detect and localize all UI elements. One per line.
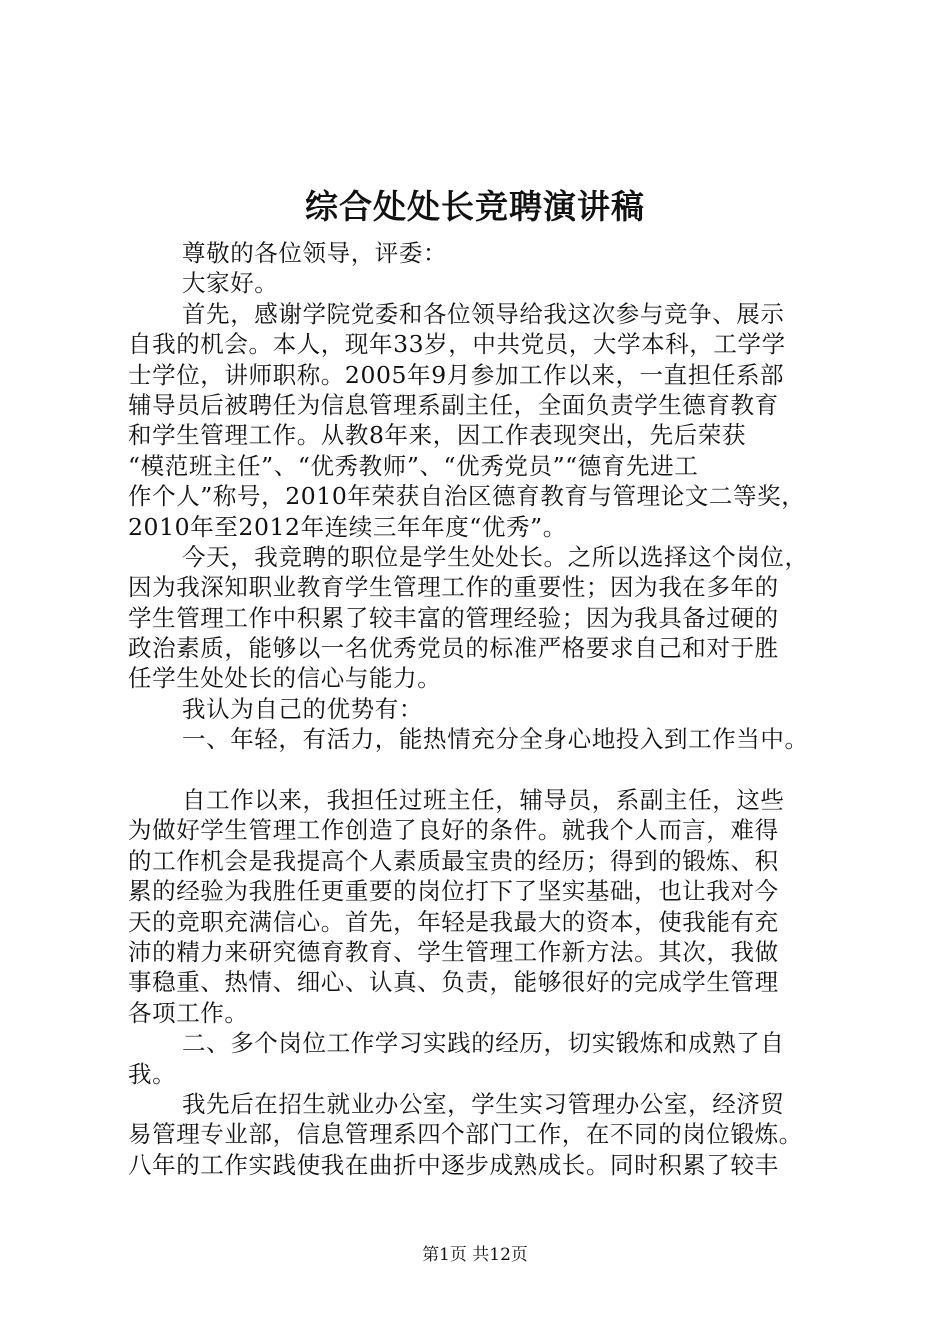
paragraph-line: 学生管理工作中积累了较丰富的管理经验；因为我具备过硬的 xyxy=(128,603,779,632)
paragraph-line: 事稳重、热情、细心、认真、负责，能够很好的完成学生管理 xyxy=(128,968,779,997)
paragraph-line: 沛的精力来研究德育教育、学生管理工作新方法。其次，我做 xyxy=(128,937,779,966)
paragraph-line: 辅导员后被聘任为信息管理系副主任，全面负责学生德育教育 xyxy=(128,390,779,419)
paragraph-line: “模范班主任”、“优秀教师”、“优秀党员”“德育先进工 xyxy=(128,451,699,480)
paragraph-line: 作个人”称号，2010年荣获自治区德育教育与管理论文二等奖， xyxy=(128,482,806,511)
paragraph-line: 和学生管理工作。从教8年来，因工作表现突出，先后荣获 xyxy=(128,421,747,450)
section-heading-line: 一、年轻，有活力，能热情充分全身心地投入到工作当中。 xyxy=(182,725,809,754)
paragraph-line: 我认为自己的优势有： xyxy=(182,694,423,723)
salutation-line: 尊敬的各位领导，评委： xyxy=(182,239,448,267)
paragraph-line: 因为我深知职业教育学生管理工作的重要性；因为我在多年的 xyxy=(128,573,779,602)
paragraph-line: 易管理专业部，信息管理系四个部门工作，在不同的岗位锻炼。 xyxy=(128,1120,803,1149)
greeting-line: 大家好。 xyxy=(182,269,279,298)
document-title: 综合处处长竞聘演讲稿 xyxy=(305,187,645,226)
paragraph-line: 八年的工作实践使我在曲折中逐步成熟成长。同时积累了较丰 xyxy=(128,1150,779,1179)
paragraph-line: 为做好学生管理工作创造了良好的条件。就我个人而言，难得 xyxy=(128,816,779,845)
paragraph-line: 各项工作。 xyxy=(128,998,249,1027)
paragraph-line: 自工作以来，我担任过班主任，辅导员，系副主任，这些 xyxy=(182,786,785,815)
document-body xyxy=(128,238,853,1180)
paragraph-line: 自我的机会。本人，现年33岁，中共党员，大学本科，工学学 xyxy=(128,330,786,359)
paragraph-line: 任学生处处长的信心与能力。 xyxy=(128,664,442,693)
paragraph-line: 天的竞职充满信心。首先，年轻是我最大的资本，使我能有充 xyxy=(128,907,779,936)
section-heading-line: 二、多个岗位工作学习实践的经历，切实锻炼和成熟了自 xyxy=(182,1029,785,1058)
paragraph-line: 累的经验为我胜任更重要的岗位打下了坚实基础，也让我对今 xyxy=(128,877,779,906)
paragraph-line: 的工作机会是我提高个人素质最宝贵的经历；得到的锻炼、积 xyxy=(128,846,779,875)
section-heading-line: 我。 xyxy=(128,1059,177,1088)
blank-line xyxy=(128,755,853,785)
page-number-footer: 第1页 共12页 xyxy=(422,1245,528,1265)
paragraph-line: 2010年至2012年连续三年年度“优秀”。 xyxy=(128,512,567,541)
paragraph-line: 我先后在招生就业办公室，学生实习管理办公室，经济贸 xyxy=(182,1089,785,1118)
paragraph-line: 政治素质，能够以一名优秀党员的标准严格要求自己和对于胜 xyxy=(128,634,779,663)
paragraph-line: 首先，感谢学院党委和各位领导给我这次参与竞争、展示 xyxy=(182,299,785,328)
paragraph-line: 今天，我竞聘的职位是学生处处长。之所以选择这个岗位， xyxy=(182,542,809,571)
paragraph-line: 士学位，讲师职称。2005年9月参加工作以来，一直担任系部 xyxy=(128,360,785,389)
